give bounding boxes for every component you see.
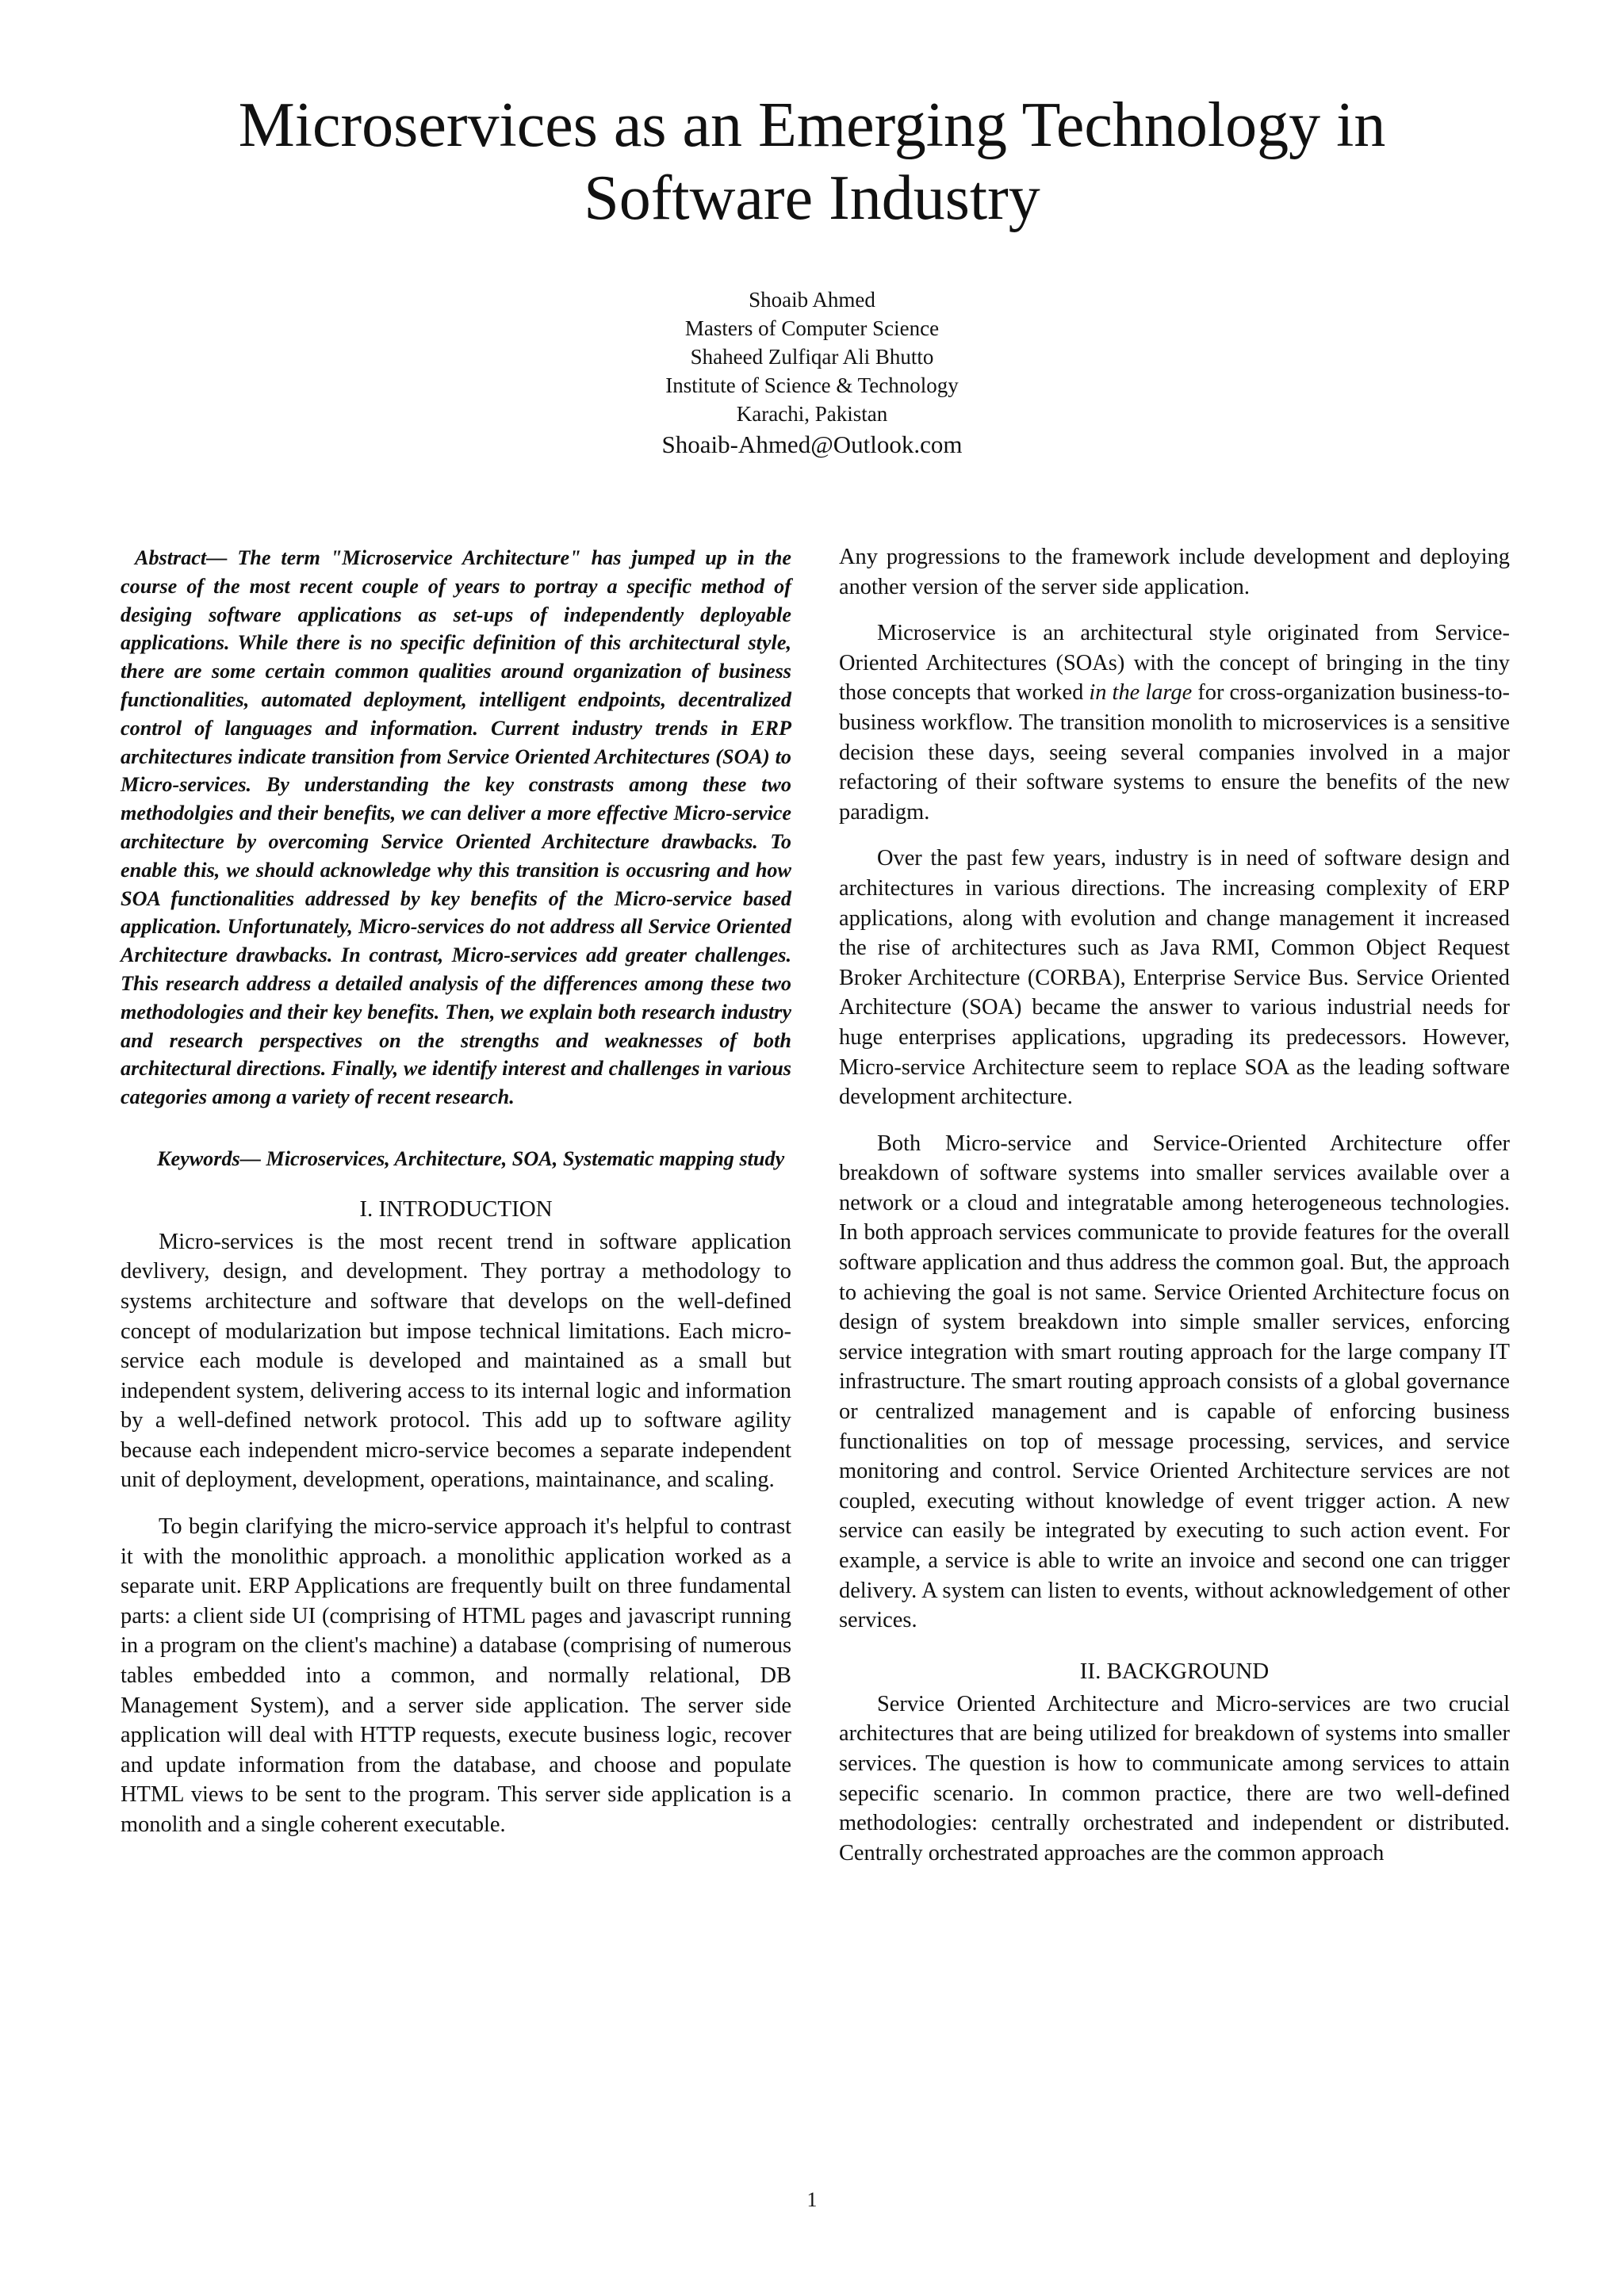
right-column <box>839 542 1510 1885</box>
abstract-label: Abstract— <box>135 546 228 569</box>
keywords-label: Keywords— <box>157 1146 261 1170</box>
author-block <box>416 285 1208 461</box>
author-institution-line-2: Institute of Science & Technology <box>665 373 959 397</box>
author-institution-line-1: Shaheed Zulfiqar Ali Bhutto <box>690 345 934 369</box>
keywords <box>121 1145 791 1173</box>
page-number: 1 <box>806 2188 818 2211</box>
left-column <box>121 544 791 1857</box>
paragraph-3-part-1: Microservice is an architectural style originated from Service-Oriented Architectures (SOAs) with the concept of bringing in the tiny those concepts that worked <box>839 621 1510 706</box>
introduction-paragraph-2: To begin clarifying the micro-service approach it's helpful to contrast it with the monolithic approach. a monolithic application worked as a separate unit. ERP Applications are frequently built on three fundamental parts: a client side UI (comprising of HTML pages and javascript running in a program on the client's machine) a database (comprising of numerous tables embedded into a common, and normally relational, DB Management System), and a server side application. The server side application will deal with HTTP requests, execute business logic, recover and update information from the database, and choose and populate HTML views to be sent to the program. This server side application is a monolith and a single coherent executable. <box>121 1514 791 1838</box>
author-degree: Masters of Computer Science <box>684 316 940 340</box>
introduction-paragraph-1: Micro-services is the most recent trend in software application devlivery, design, and development. They portray a methodology to systems architecture and software that develops on the well-defined concept of modularization but impose technical limitations. Each micro-service each module is developed and maintained as a small but independent system, delivering access to its internal logic and information by a well-defined network protocol. This add up to software agility because each independent micro-service becomes a separate independent unit of deployment, development, operations, maintainance, and scaling. <box>121 1229 791 1493</box>
author-email[interactable]: Shoaib-Ahmed@Outlook.com <box>661 430 963 458</box>
section-heading-introduction: I. INTRODUCTION <box>359 1196 553 1222</box>
keywords-text: Microservices, Architecture, SOA, Systematic mapping study <box>266 1146 785 1170</box>
title-line-2: Software Industry <box>584 163 1040 233</box>
paragraph-3-italic: in the large <box>1089 680 1193 706</box>
paragraph-3-part-2: for cross-organization business-to-business workflow. The transition monolith to microservices is a sensitive decision these days, seeing several companies involved in a major refactoring of their software systems to ensure the benefits of the new paradigm. <box>839 680 1511 825</box>
author-location: Karachi, Pakistan <box>736 402 888 426</box>
abstract-text: The term "Microservice Architecture" has jumped up in the course of the most recent couple of years to portray a specific method of desiging software applications as set-ups of independently deployable applications. While there is no specific definition of this architectural style, there are some certain common qualities around organization of business functionalities, automated deployment, intelligent endpoints, decentralized control of languages and information. Current industry trends in ERP architectures indicate transition from Service Oriented Architectures (SOA) to Micro-services. By understanding the key constrasts among these two methodolgies and their benefits, we can deliver a more effective Micro-service architecture by overcoming Service Oriented Architecture drawbacks. To enable this, we should acknowledge why this transition is occusring and how SOA functionalities addressed by key benefits of the Micro-service based application. Unfortunately, Micro-services do not address all Service Oriented Architecture drawbacks. In contrast, Micro-services add greater challenges. This research address a detailed analysis of the differences among these two methodologies and their key benefits. Then, we explain both research industry and research perspectives on the strengths and weaknesses of both architectural directions. Finally, we identify interest and challenges in various categories among a variety of recent research. <box>121 546 792 1109</box>
introduction-paragraph-4: Over the past few years, industry is in need of software design and architectures in various directions. The increasing complexity of ERP applications, along with evolution and change management it increased the rise of architectures such as Java RMI, Common Object Request Broker Architecture (CORBA), Enterprise Service Bus. Service Oriented Architecture (SOA) became the answer to various industrial needs for huge enterprises applications, upgrading its predecessors. However, Micro-service Architecture seem to replace SOA as the leading software development architecture. <box>839 846 1510 1110</box>
title-line-1: Microservices as an Emerging Technology in <box>238 90 1386 160</box>
paper-title <box>119 89 1505 235</box>
author-name: Shoaib Ahmed <box>749 288 875 312</box>
introduction-continuation: Any progressions to the framework include development and deploying another version of the server side application. <box>839 545 1510 599</box>
introduction-paragraph-3 <box>839 618 1510 827</box>
section-heading-background: II. BACKGROUND <box>1079 1658 1270 1684</box>
introduction-paragraph-5: Both Micro-service and Service-Oriented Architecture offer breakdown of software systems into smaller services available over a network or a cloud and integratable among heterogeneous technologies. In both approach services communicate to provide features for the overall software application and thus address the common goal. But, the approach to achieving the goal is not same. Service Oriented Architecture focus on design of system breakdown into simple smaller services, enforcing service integration with smart routing approach for the large company IT infrastructure. The smart routing approach consists of a global governance or centralized management and is capable of enforcing business functionalities on top of message processing, services, and service monitoring and control. Service Oriented Architecture services are not coupled, executing without knowledge of event trigger action. A new service can easily be integrated by executing to such action event. For example, a service is able to write an invoice and second one can trigger delivery. A system can listen to events, without acknowledgement of other services. <box>839 1131 1510 1633</box>
background-paragraph-1: Service Oriented Architecture and Micro-services are two crucial architectures that are being utilized for breakdown of systems into smaller services. The question is how to communicate among services to attain sepecific scenario. In common practice, there are two well-defined methodologies: centrally orchestrated and independent or distributed. Centrally orchestrated approaches are the common approach <box>839 1691 1510 1866</box>
abstract <box>121 544 791 1112</box>
